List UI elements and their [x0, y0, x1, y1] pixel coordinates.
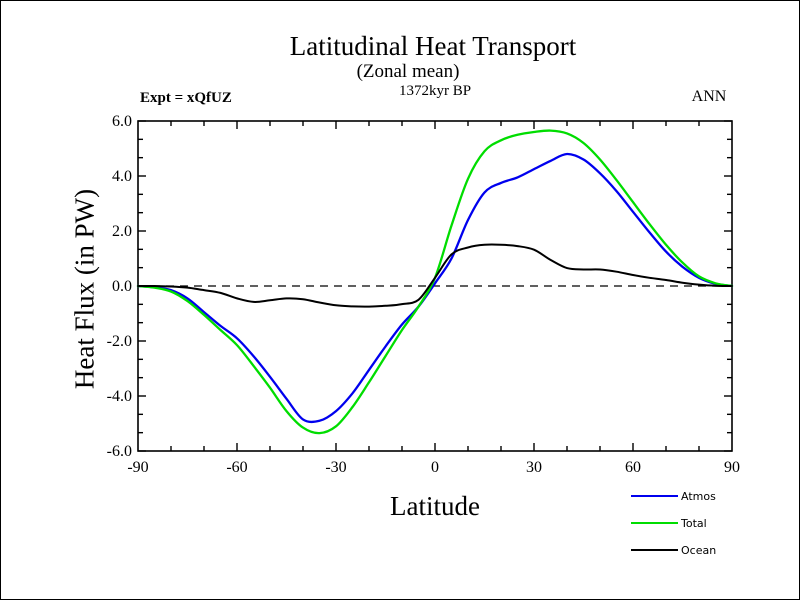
x-axis-title: Latitude [390, 491, 480, 521]
series-atmos-line [138, 154, 732, 422]
date-annotation: 1372kyr BP [398, 83, 472, 99]
season-annotation: ANN [691, 88, 727, 105]
y-tick-label: 0.0 [112, 278, 132, 295]
chart-title: Latitudinal Heat Transport [289, 31, 577, 61]
y-tick-label: -4.0 [106, 388, 132, 405]
experiment-annotation: Expt = xQfUZ [140, 90, 232, 106]
y-tick-label: -6.0 [106, 443, 132, 460]
chart-subtitle: (Zonal mean) [356, 61, 460, 82]
legend-label-atmos: Atmos [681, 490, 716, 503]
y-tick-label: -2.0 [106, 333, 132, 350]
x-tick-label: -30 [325, 459, 347, 476]
x-tick-label: 0 [431, 459, 439, 476]
y-tick-label: 6.0 [112, 113, 132, 130]
x-tick-label: -90 [127, 459, 149, 476]
legend-label-ocean: Ocean [681, 544, 717, 557]
x-tick-label: 30 [526, 459, 542, 476]
y-axis-title: Heat Flux (in PW) [69, 188, 100, 390]
legend-label-total: Total [681, 517, 707, 530]
y-tick-label: 2.0 [112, 223, 132, 240]
plot-area [1, 1, 800, 600]
x-tick-label: 60 [625, 459, 641, 476]
y-tick-label: 4.0 [112, 168, 132, 185]
x-tick-label: -60 [226, 459, 248, 476]
x-tick-label: 90 [724, 459, 740, 476]
